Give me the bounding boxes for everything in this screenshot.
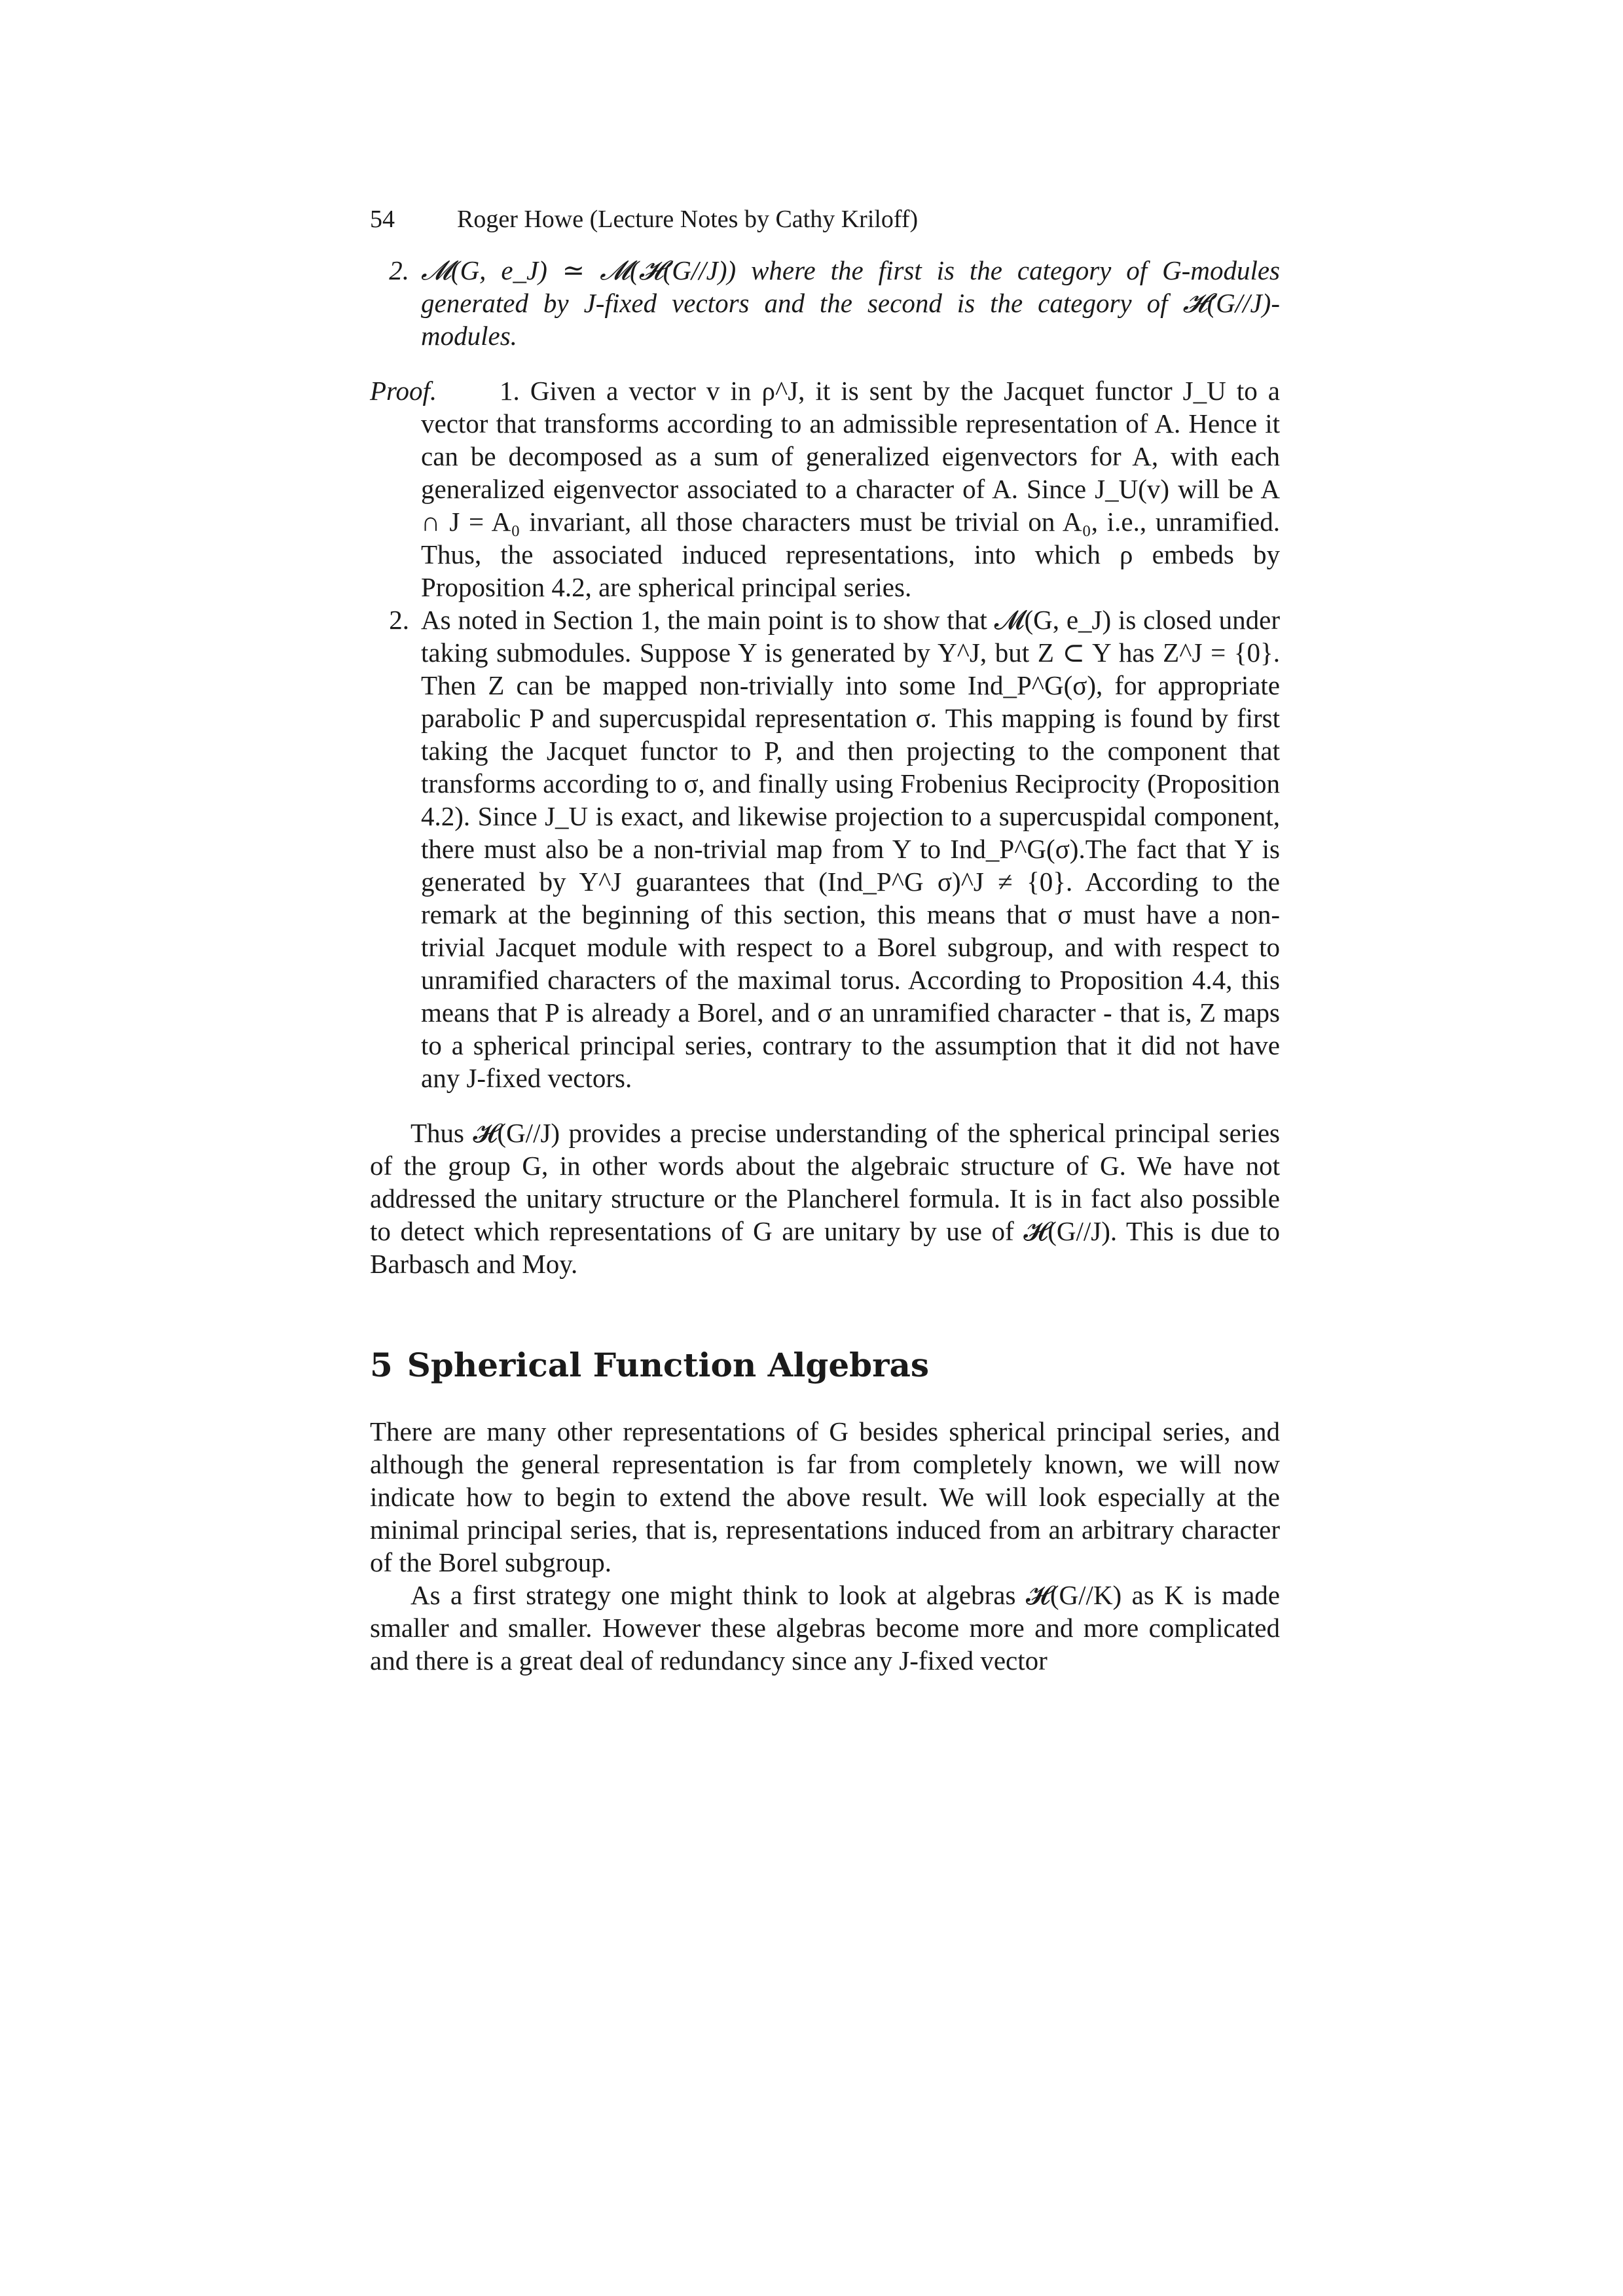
page-number: 54 [370,206,395,233]
theorem-item-2-text: 𝓜(G, e_J) ≃ 𝓜(𝓗(G//J)) where the first is the category of G-modules generated by J-fixed vectors and the second is the category of 𝓗(G//J)-modules. [421,255,1280,351]
proof-item-1 [370,374,1280,603]
section-number: 5 [370,1346,393,1384]
running-title: Roger Howe (Lecture Notes by Cathy Kriloff) [457,206,919,233]
proof [370,374,1280,1094]
proof-item-2 [370,603,1280,1094]
section-title: Spherical Function Algebras [407,1346,929,1384]
running-header [370,203,1280,236]
theorem-item-2 [370,254,1280,352]
proof-item-2-label: 2. [389,605,409,635]
proof-item-1-body [421,374,1280,603]
theorem-item-2-label: 2. [389,255,409,285]
proof-head: Proof. [370,376,437,406]
paragraph-thus: Thus 𝓗(G//J) provides a precise understanding of the spherical principal series of the group G, in other words about the algebraic structure of G. We have not addressed the unitary structure or the Plancherel formula. It is in fact also possible to detect which representations of G are unitary by use of 𝓗(G//J). This is due to Barbasch and Moy. [370,1118,1280,1279]
paragraph-1: There are many other representations of G besides spherical principal series, and although the general representation is far from completely known, we will now indicate how to begin to extend the above result. We will look especially at the minimal principal series, that is, representations induced from an arbitrary character of the Borel subgroup. [370,1416,1280,1577]
page-body [370,203,1280,1677]
proof-item-1-text: Given a vector v in ρ^J, it is sent by the Jacquet functor J_U to a vector that transforms according to an admissible representation of A. Hence it can be decomposed as a sum of generalized eigenvectors for A, with each generalized eigenvector associated to a character of A. Since J_U(v) will be A ∩ J = A₀ invariant, all those characters must be trivial on A₀, i.e., unramified. Thus, the associated induced representations, into which ρ embeds by Proposition 4.2, are spherical principal series. [421,376,1280,602]
paragraph-2: As a first strategy one might think to look at algebras 𝓗(G//K) as K is made smaller and smaller. However these algebras become more and more complicated and there is a great deal of redundancy since any J-fixed vector [370,1580,1280,1676]
proof-item-2-text: As noted in Section 1, the main point is to show that 𝓜(G, e_J) is closed under taking submodules. Suppose Y is generated by Y^J, but Z ⊂ Y has Z^J = {0}. Then Z can be mapped non-trivially into some Ind_P^G(σ), for appropriate parabolic P and supercuspidal representation σ. This mapping is found by first taking the Jacquet functor to P, and then projecting to the component that transforms according to σ, and finally using Frobenius Reciprocity (Proposition 4.2). Since J_U is exact, and likewise projection to a supercuspidal component, there must also be a non-trivial map from Y to Ind_P^G(σ).The fact that Y is generated by Y^J guarantees that (Ind_P^G σ)^J ≠ {0}. According to the remark at the beginning of this section, this means that σ must have a non-trivial Jacquet module with respect to a Borel subgroup, and with respect to unramified characters of the maximal torus. According to Proposition 4.4, this means that P is already a Borel, and σ an unramified character - that is, Z maps to a spherical principal series, contrary to the assumption that it did not have any J-fixed vectors. [421,605,1280,1093]
section-heading [370,1346,1280,1385]
proof-item-1-label: 1. [500,376,520,406]
